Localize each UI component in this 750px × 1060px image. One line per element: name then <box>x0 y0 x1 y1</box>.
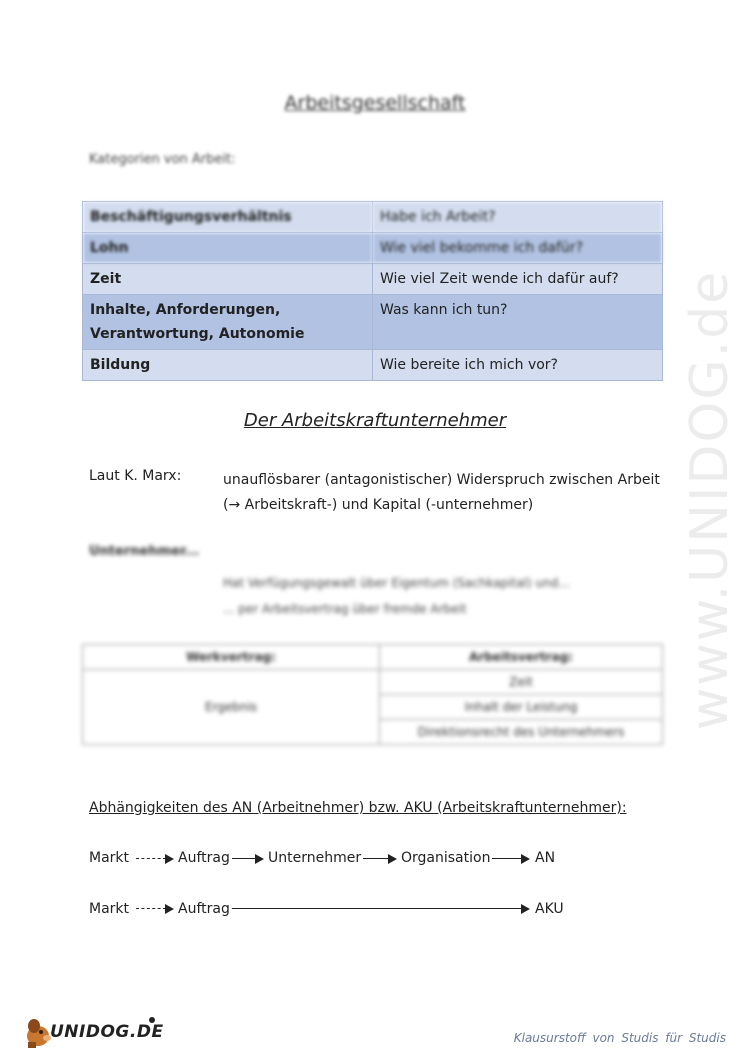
unternehmer-lines <box>223 570 570 622</box>
table-row <box>83 233 663 264</box>
categories-label: Kategorien von Arbeit: <box>89 152 236 167</box>
werkvertrag-value: Ergebnis <box>83 670 380 745</box>
unternehmer-label: Unternehmer... <box>89 544 200 559</box>
category-cell: Beschäftigungsverhältnis <box>83 202 373 233</box>
table-row <box>83 350 663 381</box>
werkvertrag-header: Werkvertrag: <box>83 645 380 670</box>
arbeitsvertrag-value: Direktionsrecht des Unternehmers <box>380 720 663 745</box>
arrow-icon <box>232 854 264 864</box>
dashed-arrow-icon <box>136 854 174 864</box>
table-row <box>83 670 663 695</box>
categories-table <box>82 201 663 381</box>
table-row <box>83 202 663 233</box>
page-title: Arbeitsgesellschaft <box>284 92 466 114</box>
arbeitsvertrag-value: Inhalt der Leistung <box>380 695 663 720</box>
arbeitsvertrag-value: Zeit <box>380 670 663 695</box>
watermark <box>660 260 750 740</box>
dashed-arrow-icon <box>136 904 174 914</box>
flow2-end: AKU <box>535 901 564 917</box>
flow1-markt: Markt <box>89 850 130 866</box>
arrow-icon <box>492 854 530 864</box>
question-cell: Was kann ich tun? <box>373 295 663 350</box>
category-cell: Zeit <box>83 264 373 295</box>
question-cell: Wie bereite ich mich vor? <box>373 350 663 381</box>
question-cell: Wie viel bekomme ich dafür? <box>373 233 663 264</box>
logo-text: UNIDOG.DE <box>50 1022 164 1042</box>
arbeitsvertrag-header: Arbeitsvertrag: <box>380 645 663 670</box>
table-row <box>83 264 663 295</box>
marx-text-line: unauflösbarer (antagonistischer) Widerspruch zwischen Arbeit <box>223 472 660 488</box>
watermark-text: www.UNIDOG.de <box>680 269 740 731</box>
vertrag-table <box>82 644 663 745</box>
table-row <box>83 295 663 350</box>
marx-label: Laut K. Marx: <box>89 468 182 484</box>
arrow-icon <box>363 854 397 864</box>
flow1-unternehmer: Unternehmer <box>268 850 362 866</box>
category-cell: Bildung <box>83 350 373 381</box>
category-cell: Inhalte, Anforderungen, Verantwortung, Autonomie <box>83 295 373 350</box>
unternehmer-line: ... per Arbeitsvertrag über fremde Arbeit <box>223 602 467 616</box>
question-cell: Wie viel Zeit wende ich dafür auf? <box>373 264 663 295</box>
table-row <box>83 645 663 670</box>
flow2-auftrag: Auftrag <box>178 901 230 917</box>
marx-text-line: (→ Arbeitskraft-) und Kapital (-unternehmer) <box>223 497 534 513</box>
flow1-auftrag: Auftrag <box>178 850 230 866</box>
footer-text: Klausurstoff von Studis für Studis <box>513 1031 726 1045</box>
section-heading: Der Arbeitskraftunternehmer <box>243 410 507 431</box>
flow1-end: AN <box>535 850 556 866</box>
unternehmer-line: Hat Verfügungsgewalt über Eigentum (Sachkapital) und... <box>223 576 570 590</box>
flow1-organisation: Organisation <box>401 850 491 866</box>
arrow-icon <box>232 904 530 914</box>
category-cell: Lohn <box>83 233 373 264</box>
marx-text <box>223 468 663 518</box>
dependencies-heading: Abhängigkeiten des AN (Arbeitnehmer) bzw. AKU (Arbeitskraftunternehmer): <box>89 800 627 816</box>
question-cell: Habe ich Arbeit? <box>373 202 663 233</box>
flow2-markt: Markt <box>89 901 130 917</box>
